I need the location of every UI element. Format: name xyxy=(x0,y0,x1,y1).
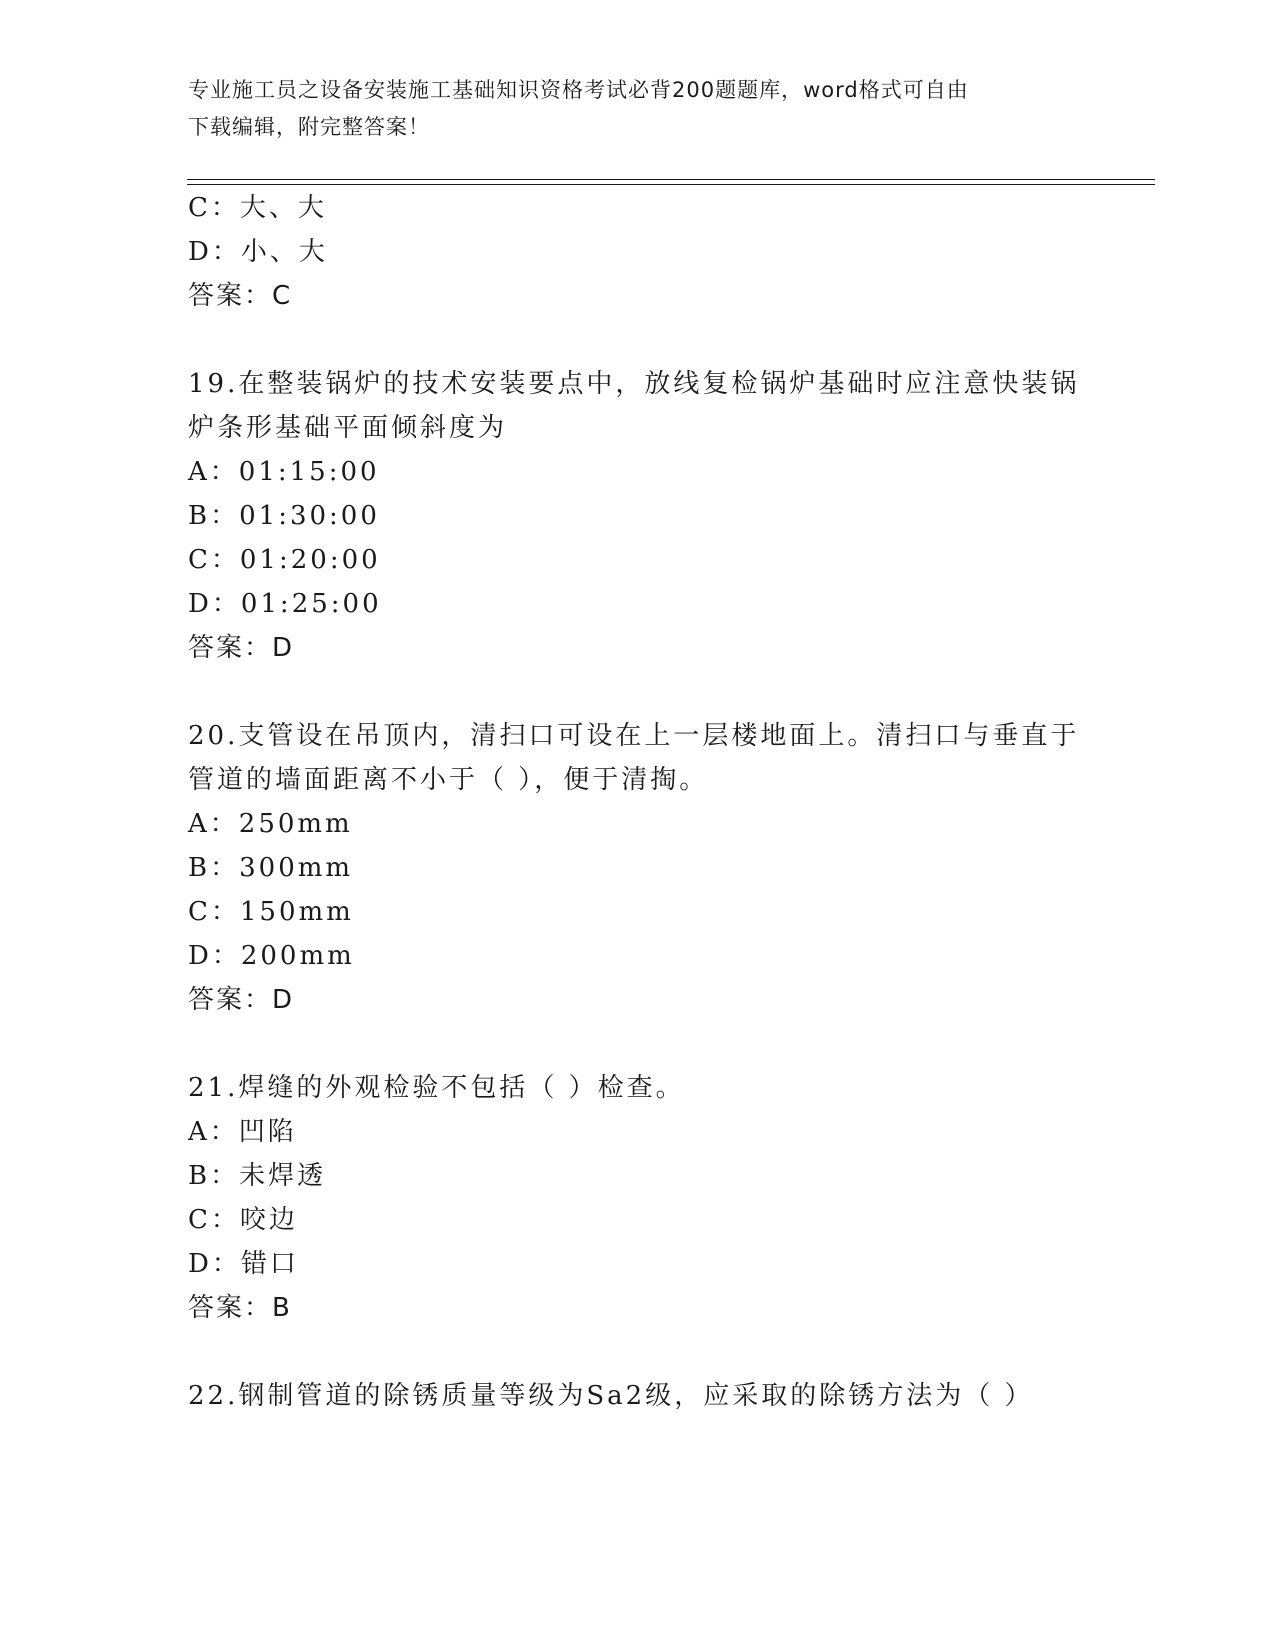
option-c: C：大、大 xyxy=(188,193,327,223)
question-21-option-c: C：咬边 xyxy=(188,1205,298,1235)
header-divider-top xyxy=(187,179,1155,180)
question-21-option-a: A：凹陷 xyxy=(188,1117,297,1147)
question-20-option-b: B：300mm xyxy=(188,853,354,883)
answer-line: 答案：C xyxy=(188,281,293,311)
question-20-option-c: C：150mm xyxy=(188,897,354,927)
question-20-option-a: A：250mm xyxy=(188,809,353,839)
header-title-line-1: 专业施工员之设备安装施工基础知识资格考试必背200题题库，word格式可自由 xyxy=(188,78,969,102)
question-19-answer: 答案：D xyxy=(188,633,295,663)
question-19-option-d: D：01:25:00 xyxy=(188,589,382,619)
question-19-text-line-2: 炉条形基础平面倾斜度为 xyxy=(188,413,508,443)
question-21-answer: 答案：B xyxy=(188,1293,292,1323)
question-21-option-d: D：错口 xyxy=(188,1249,299,1279)
option-d: D：小、大 xyxy=(188,237,328,267)
question-20-text-line-2: 管道的墙面距离不小于（ ），便于清掏。 xyxy=(188,765,709,795)
question-20-option-d: D：200mm xyxy=(188,941,355,971)
question-21-option-b: B：未焊透 xyxy=(188,1161,327,1191)
question-19-text-line-1: 19.在整装锅炉的技术安装要点中，放线复检锅炉基础时应注意快装锅 xyxy=(188,369,1080,399)
question-19-option-a: A：01:15:00 xyxy=(188,457,380,487)
question-19-option-b: B：01:30:00 xyxy=(188,501,380,531)
question-19-option-c: C：01:20:00 xyxy=(188,545,381,575)
question-20-answer: 答案：D xyxy=(188,985,295,1015)
header-title-line-2: 下载编辑，附完整答案！ xyxy=(188,115,430,139)
header-divider-bottom xyxy=(187,184,1155,185)
question-21-text: 21.焊缝的外观检验不包括（ ）检查。 xyxy=(188,1073,685,1103)
question-22-text: 22.钢制管道的除锈质量等级为Sa2级，应采取的除锈方法为（ ） xyxy=(188,1381,1034,1411)
document-header xyxy=(188,72,1088,146)
question-20-text-line-1: 20.支管设在吊顶内，清扫口可设在上一层楼地面上。清扫口与垂直于 xyxy=(188,721,1080,751)
